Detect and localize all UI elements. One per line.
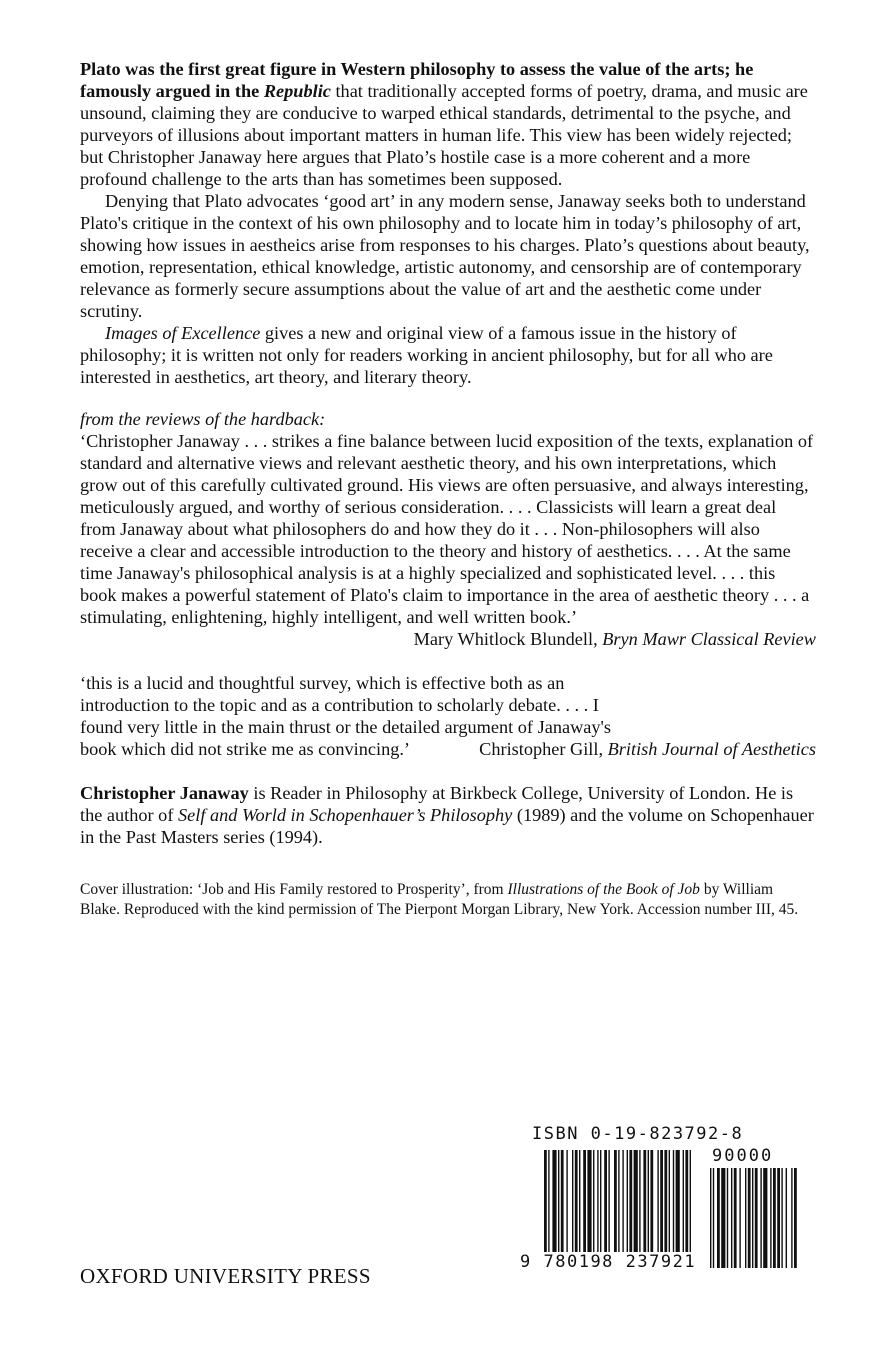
barcode-bar bbox=[664, 1150, 667, 1262]
isbn-barcode bbox=[520, 1124, 800, 1284]
barcode-addon-bar bbox=[734, 1168, 737, 1268]
barcode-addon-bar bbox=[721, 1168, 725, 1268]
barcode-bar bbox=[629, 1150, 632, 1262]
barcode-addon-bar bbox=[745, 1168, 746, 1268]
reviews-heading: from the reviews of the hardback: bbox=[80, 409, 326, 429]
barcode-bar bbox=[660, 1150, 663, 1262]
cover-credit bbox=[80, 880, 816, 920]
barcode-addon-bar bbox=[760, 1168, 761, 1268]
review-2-reviewer: Christopher Gill, bbox=[479, 739, 604, 759]
barcode-bar bbox=[627, 1150, 628, 1262]
review-2-source: British Journal of Aesthetics bbox=[607, 739, 816, 759]
barcode-bar bbox=[600, 1150, 601, 1262]
book-title: Images of Excellence bbox=[105, 323, 261, 343]
review-2-quote: ‘this is a lucid and thoughtful survey, which is effective both as an introduction to the topic and as a contribution to scholarly debate. . . . I found very little in the main thrust or the detailed argument of Janaway's book which did not strike me as convincing.’ bbox=[80, 673, 611, 759]
barcode-bar bbox=[558, 1150, 559, 1262]
barcode-bar bbox=[575, 1150, 578, 1262]
back-cover-text bbox=[80, 58, 816, 936]
barcode-bar bbox=[572, 1150, 573, 1262]
blurb bbox=[80, 58, 816, 388]
barcode-bar bbox=[622, 1150, 623, 1262]
barcode-digits bbox=[520, 1252, 696, 1272]
barcode-addon-bar bbox=[710, 1168, 711, 1268]
blurb-p3-rest: gives a new and original view of a famous issue in the history of philosophy; it is written not only for readers working in ancient philosophy, but for all who are interested in aesthetics, art theory, and literary theory. bbox=[80, 323, 773, 387]
barcode-addon-bar bbox=[794, 1168, 797, 1268]
author-bio-text-1: is Reader in Philosophy at Birkbeck College, University of London. He is the author of bbox=[80, 783, 794, 825]
barcode-bar bbox=[552, 1150, 556, 1262]
cover-credit-text-2: by William Blake. Reproduced with the kind permission of The Pierpont Morgan Library, New York. Accession number III, 45. bbox=[80, 881, 799, 918]
barcode-bar bbox=[548, 1150, 549, 1262]
barcode-bar bbox=[593, 1150, 594, 1262]
barcode-addon-bar bbox=[713, 1168, 714, 1268]
author-book-title: Self and World in Schopenhauer’s Philosophy bbox=[177, 805, 513, 825]
barcode-right-digits: 237921 bbox=[625, 1252, 697, 1272]
barcode-addon-bar bbox=[770, 1168, 771, 1268]
barcode-bar bbox=[608, 1150, 609, 1262]
barcode-bar bbox=[566, 1150, 567, 1262]
barcode-addon-bar bbox=[731, 1168, 732, 1268]
barcode-addon-bar bbox=[781, 1168, 782, 1268]
barcode-bar bbox=[604, 1150, 607, 1262]
barcode-addon-bar bbox=[763, 1168, 767, 1268]
blurb-p1-rest: that traditionally accepted forms of poetry, drama, and music are unsound, claiming they are conducive to warped ethical standards, detrimental to the psyche, and purveyors of illusions about important matters in human life. This view has been widely rejected; but Christopher Janaway here argues that Plato’s hostile case is a more coherent and a more profound challenge to the arts than has sometimes been supposed. bbox=[80, 81, 808, 189]
review-1-source: Bryn Mawr Classical Review bbox=[602, 629, 816, 649]
barcode-addon-digits: 90000 bbox=[712, 1146, 774, 1166]
barcode-bar bbox=[690, 1150, 691, 1262]
barcode-bar bbox=[561, 1150, 564, 1262]
isbn-number: ISBN 0-19-823792-8 bbox=[532, 1124, 744, 1144]
cover-credit-text-1: Cover illustration: ‘Job and His Family restored to Prosperity’, from bbox=[80, 881, 504, 898]
barcode-first-digit: 9 bbox=[520, 1252, 532, 1272]
barcode-addon-bar bbox=[791, 1168, 792, 1268]
barcode-bar bbox=[634, 1150, 638, 1262]
barcode-bar bbox=[648, 1150, 649, 1262]
blurb-paragraph-2: Denying that Plato advocates ‘good art’ in any modern sense, Janaway seeks both to understand Plato's critique in the context of his own philosophy and to locate him in today’s philosophy of art, showing how issues in aestheics arise from responses to his charges. Plato’s questions about beauty, emotion, representation, ethical knowledge, artistic autonomy, and censorship are of contemporary relevance as formerly secure assumptions about the value of art and the aesthetic come under scrutiny. bbox=[80, 191, 810, 321]
barcode-bar bbox=[676, 1150, 680, 1262]
barcode-bar bbox=[643, 1150, 646, 1262]
blurb-lead: Plato was the first great figure in Western philosophy to assess the value of the arts; he famously argued in the bbox=[80, 59, 754, 101]
barcode-bar bbox=[583, 1150, 586, 1262]
barcode-bar bbox=[685, 1150, 688, 1262]
review-1-quote: ‘Christopher Janaway . . . strikes a fine balance between lucid exposition of the texts, explanation of standard and alternative views and relevant aesthetic theory, and his own interpretations, which grow out of this carefully cultivated ground. His views are often persuasive, and always interesting, meticulously argued, and worthy of serious consideration. . . . Classicists will learn a great deal from Janaway about what philosophers do and how they do it . . . Non-philosophers will also receive a clear and accessible introduction to the theory and history of aesthetics. . . . At the same time Janaway's philosophical analysis is at a highly specialized and sophisticated level. . . . this book makes a powerful statement of Plato's claim to importance in the area of aesthetic theory . . . a stimulating, enlightening, highly intelligent, and well written book.’ bbox=[80, 431, 814, 627]
barcode-bar bbox=[650, 1150, 653, 1262]
barcode-bar bbox=[597, 1150, 598, 1262]
barcode-bar bbox=[544, 1150, 547, 1262]
barcode-bar bbox=[669, 1150, 670, 1262]
barcode-addon-bar bbox=[752, 1168, 753, 1268]
barcode-bar bbox=[683, 1150, 684, 1262]
barcode-addon-bar bbox=[773, 1168, 776, 1268]
author-name: Christopher Janaway bbox=[80, 783, 249, 803]
blurb-paragraph-1 bbox=[80, 58, 816, 190]
barcode-addon-bar bbox=[717, 1168, 720, 1268]
barcode-addon-bar bbox=[755, 1168, 758, 1268]
review-2-attribution bbox=[479, 738, 816, 760]
review-2 bbox=[80, 672, 816, 760]
barcode-addon-bar bbox=[786, 1168, 787, 1268]
barcode-left-digits: 780198 bbox=[543, 1252, 614, 1272]
republic-title: Republic bbox=[263, 81, 331, 101]
publisher-name: OXFORD UNIVERSITY PRESS bbox=[80, 1264, 371, 1288]
barcode-bar bbox=[614, 1150, 617, 1262]
reviews-section bbox=[80, 408, 816, 760]
barcode-bar bbox=[673, 1150, 674, 1262]
author-bio bbox=[80, 782, 816, 848]
barcode-addon-bar bbox=[739, 1168, 740, 1268]
barcode-addon-bar bbox=[748, 1168, 751, 1268]
barcode-bar bbox=[657, 1150, 658, 1262]
barcode-addon-bar bbox=[777, 1168, 780, 1268]
author-bio-text-2: (1989) and the volume on Schopenhauer in the Past Masters series (1994). bbox=[80, 805, 814, 847]
barcode-bar bbox=[579, 1150, 580, 1262]
review-1-attribution bbox=[80, 628, 816, 650]
barcode-bar bbox=[618, 1150, 619, 1262]
barcode-bar bbox=[639, 1150, 640, 1262]
blurb-paragraph-3 bbox=[80, 322, 816, 388]
barcode-addon-bar bbox=[727, 1168, 728, 1268]
barcode-bar bbox=[587, 1150, 591, 1262]
review-1-reviewer: Mary Whitlock Blundell, bbox=[413, 629, 598, 649]
cover-credit-work: Illustrations of the Book of Job bbox=[507, 881, 700, 898]
